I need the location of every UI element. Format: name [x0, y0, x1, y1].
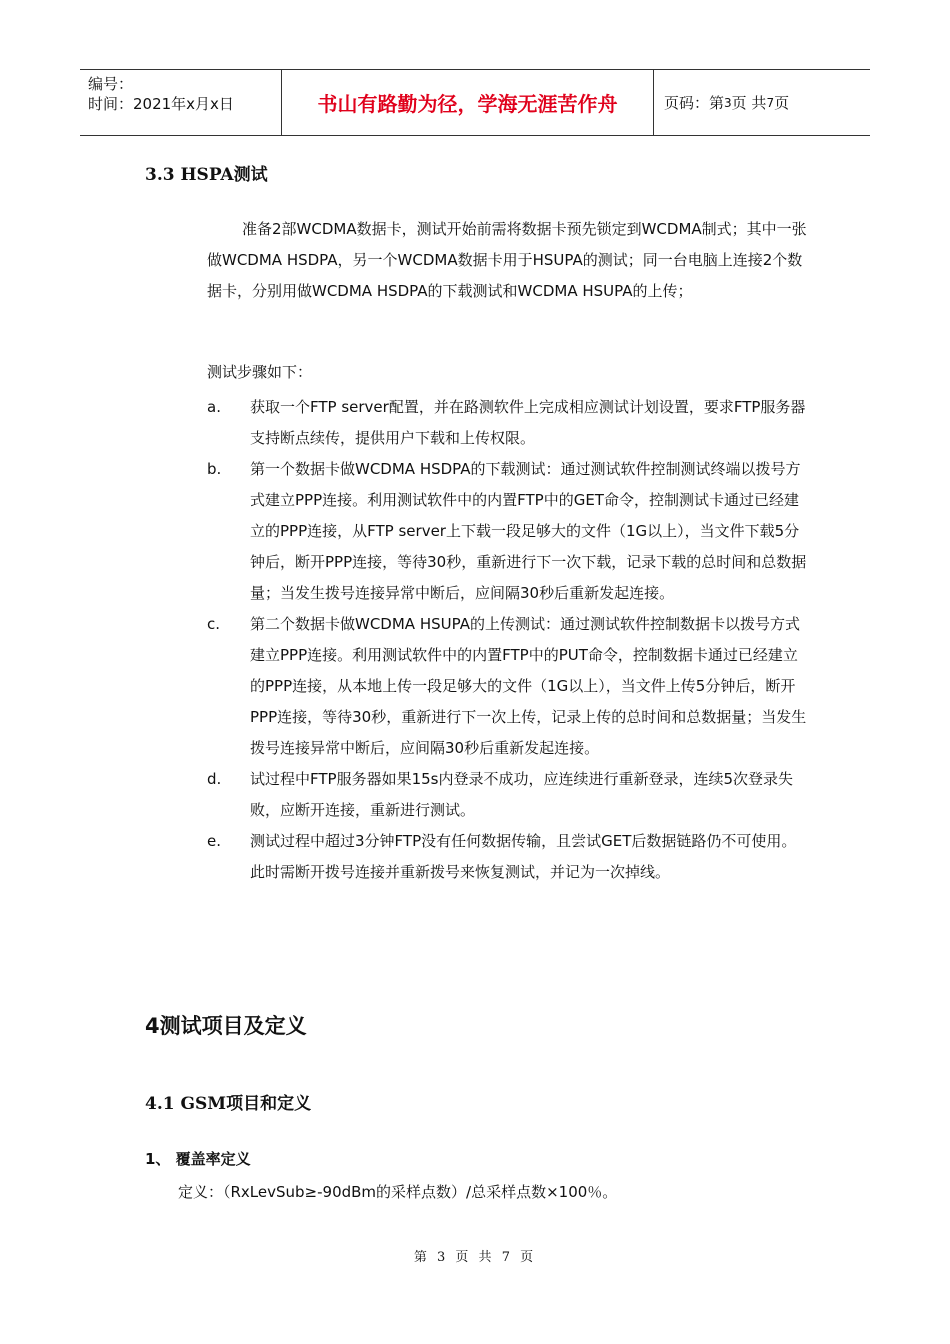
page-footer: 第 3 页 共 7 页 — [413, 1250, 537, 1265]
list-item-text: 第二个数据卡做WCDMA HSUPA的上传测试：通过测试软件控制数据卡以拨号方式建立PPP连接。利用测试软件中的内置FTP中的PUT命令，控制数据卡通过已经建立的PPP连接，从本地上传一段足够大的文件（1G以上），当文件上传5分钟后，断开PPP连接，等待30秒，重新进行下一次上传，记录上传的总时间和总数据量；当发生拨号连接异常中断后，应间隔30秒后重新发起连接。 — [250, 615, 807, 757]
page-info-prefix: 页码：第 — [664, 94, 725, 112]
page-current: 3 — [724, 95, 732, 110]
list-marker: d. — [207, 770, 222, 788]
section-4-title: 4测试项目及定义 — [145, 1014, 307, 1038]
list-marker: b. — [207, 460, 222, 478]
list-item-text: 测试过程中超过3分钟FTP没有任何数据传输，且尝试GET后数据链路仍不可使用。此时需断开拨号连接并重新拨号来恢复测试，并记为一次掉线。 — [250, 832, 797, 881]
list-item — [207, 609, 809, 764]
item-1-definition: 定义：（RxLevSub≥-90dBm的采样点数）/总采样点数×100％。 — [178, 1183, 618, 1201]
steps-intro: 测试步骤如下： — [207, 363, 313, 381]
section-3-3-title: 3.3 HSPA测试 — [145, 165, 268, 185]
list-marker: c. — [207, 615, 221, 633]
header-number-label: 编号： — [88, 75, 134, 93]
list-marker: a. — [207, 398, 221, 416]
section-3-3-paragraph — [207, 214, 807, 307]
header-page-info — [654, 70, 870, 135]
item-1-title: 1、 覆盖率定义 — [145, 1150, 251, 1168]
steps-list — [207, 392, 809, 888]
page-total: 7 — [766, 95, 775, 110]
page-info-mid: 页 共 — [731, 94, 767, 112]
list-item — [207, 392, 809, 454]
list-item — [207, 764, 809, 826]
list-item-text: 试过程中FTP服务器如果15s内登录不成功，应连续进行重新登录，连续5次登录失败，应断开连接，重新进行测试。 — [250, 770, 794, 819]
paragraph-text: 准备2部WCDMA数据卡，测试开始前需将数据卡预先锁定到WCDMA制式；其中一张做WCDMA HSDPA，另一个WCDMA数据卡用于HSUPA的测试；同一台电脑上连接2个数据卡，分别用做WCDMA HSDPA的下载测试和WCDMA HSUPA的上传； — [207, 220, 807, 300]
header-meta — [80, 70, 282, 135]
list-item-text: 获取一个FTP server配置，并在路测软件上完成相应测试计划设置，要求FTP服务器支持断点续传，提供用户下载和上传权限。 — [250, 398, 806, 447]
list-item — [207, 454, 809, 609]
page-info-suffix: 页 — [774, 94, 790, 112]
list-item — [207, 826, 809, 888]
section-4-1-title: 4.1 GSM项目和定义 — [145, 1094, 312, 1114]
header-time-label: 时间：2021年x月x日 — [88, 95, 234, 113]
list-marker: e. — [207, 832, 221, 850]
page-header — [80, 69, 870, 136]
list-item-text: 第一个数据卡做WCDMA HSDPA的下载测试：通过测试软件控制测试终端以拨号方式建立PPP连接。利用测试软件中的内置FTP中的GET命令，控制测试卡通过已经建立的PPP连接，从FTP server上下载一段足够大的文件（1G以上），当文件下载5分钟后，断开PPP连接，等待30秒，重新进行下一次下载，记录下载的总时间和总数据量；当发生拨号连接异常中断后，应间隔30秒后重新发起连接。 — [250, 460, 807, 602]
header-motto: 书山有路勤为径，学海无涯苦作舟 — [282, 70, 654, 135]
